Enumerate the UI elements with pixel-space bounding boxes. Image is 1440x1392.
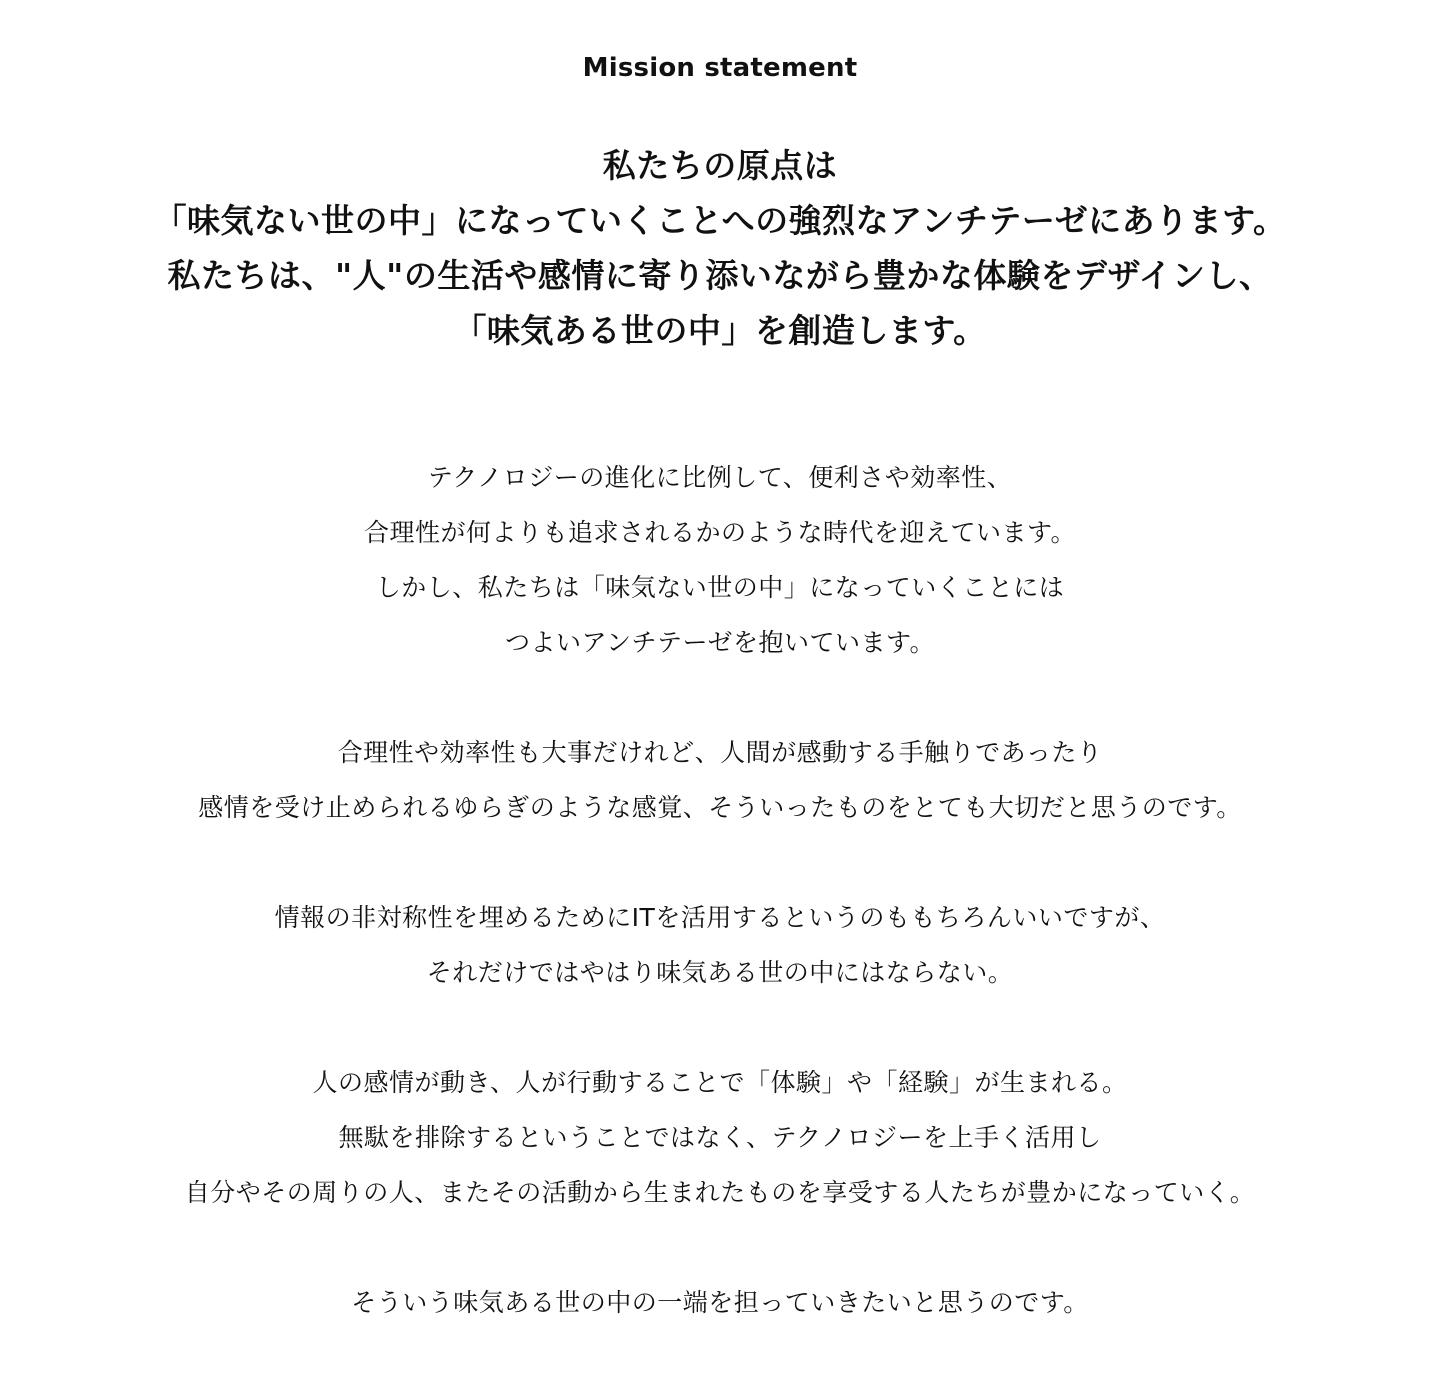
body-paragraph	[0, 725, 1440, 835]
body-line: 自分やその周りの人、またその活動から生まれたものを享受する人たちが豊かになっていく。	[184, 1178, 1256, 1207]
body-line: 無駄を排除するということではなく、テクノロジーを上手く活用し	[338, 1123, 1102, 1152]
section-label: Mission statement	[582, 53, 858, 83]
body-line: それだけではやはり味気ある世の中にはならない。	[426, 958, 1014, 987]
body-line: 感情を受け止められるゆらぎのような感覚、そういったものをとても大切だと思うのです。	[198, 793, 1242, 822]
headline-line: 「味気ある世の中」を創造します。	[453, 311, 987, 350]
body-line: 合理性や効率性も大事だけれど、人間が感動する手触りであったり	[337, 738, 1103, 767]
body-line: 合理性が何よりも追求されるかのような時代を迎えています。	[363, 518, 1076, 547]
body-paragraph	[0, 890, 1440, 1000]
body-line: 人の感情が動き、人が行動することで「体験」や「経験」が生まれる。	[312, 1068, 1128, 1097]
body-paragraph	[0, 450, 1440, 670]
body-paragraph	[0, 1055, 1440, 1220]
mission-body	[0, 450, 1440, 1330]
headline-line: 「味気ない世の中」になっていくことへの強烈なアンチテーゼにあります。	[153, 201, 1287, 240]
body-line: 情報の非対称性を埋めるためにITを活用するというのももちろんいいですが、	[274, 903, 1166, 932]
mission-headline	[0, 138, 1440, 358]
body-line: テクノロジーの進化に比例して、便利さや効率性、	[427, 463, 1013, 492]
body-paragraph	[0, 1275, 1440, 1330]
headline-line: 私たちは、"人"の生活や感情に寄り添いながら豊かな体験をデザインし、	[167, 256, 1273, 295]
headline-line: 私たちの原点は	[602, 146, 838, 185]
body-line: そういう味気ある世の中の一端を担っていきたいと思うのです。	[351, 1288, 1089, 1317]
body-line: しかし、私たちは「味気ない世の中」になっていくことには	[375, 573, 1065, 602]
body-line: つよいアンチテーゼを抱いています。	[504, 628, 935, 657]
